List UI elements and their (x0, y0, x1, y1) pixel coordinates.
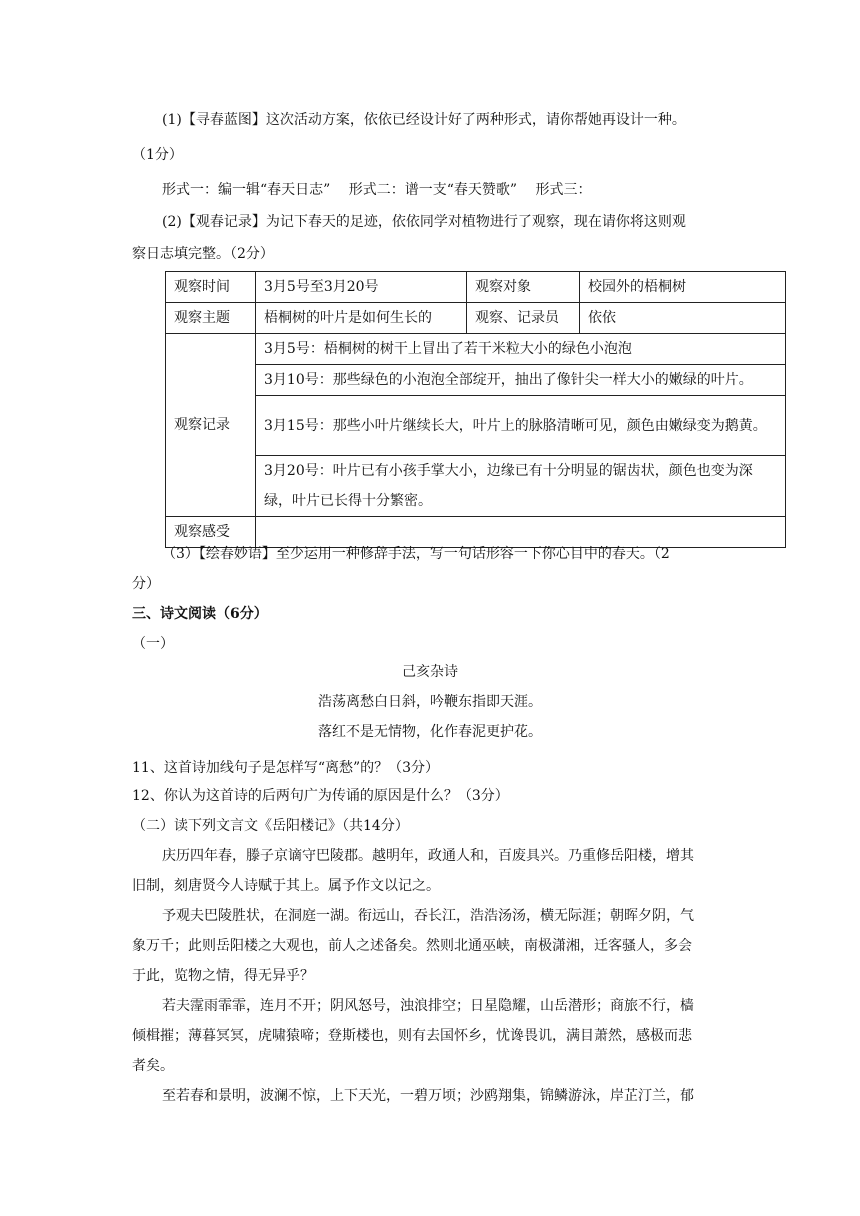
passage-line: 至若春和景明，波澜不惊，上下天光，一碧万顷；沙鸥翔集，锦鳞游泳，岸芷汀兰，郁 (162, 1088, 694, 1104)
observation-time-label: 观察时间 (166, 272, 256, 303)
observation-time-value: 3月5号至3月20号 (256, 272, 467, 303)
observation-feeling-label: 观察感受 (166, 517, 256, 548)
poem-title: 己亥杂诗 (402, 664, 458, 680)
section-heading: 三、诗文阅读（6分） (132, 606, 268, 622)
passage-line: 倾楫摧；薄暮冥冥，虎啸猿啼；登斯楼也，则有去国怀乡，忧谗畏讥，满目萧然，感极而悲 (132, 1028, 692, 1044)
table-row (166, 517, 786, 548)
observation-record-entry: 3月15号：那些小叶片继续长大，叶片上的脉胳清晰可见，颜色由嫩绿变为鹅黄。 (256, 396, 786, 456)
table-row (166, 396, 786, 456)
table-row (166, 272, 786, 303)
subsection-1-label: （一） (132, 636, 174, 652)
question-1-line-1: (1)【寻春蓝图】这次活动方案，依依已经设计好了两种形式，请你帮她再设计一种。 (162, 112, 686, 128)
observation-table (165, 271, 786, 548)
poem-line-1: 浩荡离愁白日斜，吟鞭东指即天涯。 (318, 694, 542, 710)
observation-record-entry: 3月5号：梧桐树的树干上冒出了若干米粒大小的绿色小泡泡 (256, 334, 786, 365)
question-12: 12、你认为这首诗的后两句广为传诵的原因是什么？（3分） (132, 788, 509, 804)
observation-theme-label: 观察主题 (166, 303, 256, 334)
table-row (166, 456, 786, 517)
passage-line: 庆历四年春，滕子京谪守巴陵郡。越明年，政通人和，百废具兴。乃重修岳阳楼，增其 (162, 848, 694, 864)
observation-records-label: 观察记录 (166, 334, 256, 517)
observation-recorder-label: 观察、记录员 (467, 303, 580, 334)
passage-line: 旧制，刻唐贤今人诗赋于其上。属予作文以记之。 (132, 878, 440, 894)
observation-record-entry: 3月10号：那些绿色的小泡泡全部绽开，抽出了像针尖一样大小的嫩绿的叶片。 (256, 365, 786, 396)
passage-line: 于此，览物之情，得无异乎？ (132, 968, 314, 984)
observation-theme-value: 梧桐树的叶片是如何生长的 (256, 303, 467, 334)
subsection-2-label: （二）读下列文言文《岳阳楼记》（共14分） (132, 818, 409, 834)
question-3-line-1: （3）【绘春妙语】至少运用一种修辞手法，写一句话形容一下你心目中的春天。（2 (162, 546, 670, 562)
question-11: 11、这首诗加线句子是怎样写“离愁”的？（3分） (132, 760, 440, 776)
observation-recorder-value: 依依 (580, 303, 786, 334)
observation-object-label: 观察对象 (467, 272, 580, 303)
passage-line: 若夫霪雨霏霏，连月不开；阴风怒号，浊浪排空；日星隐耀，山岳潜形；商旅不行，樯 (162, 998, 694, 1014)
observation-feeling-value[interactable] (256, 517, 786, 548)
poem-line-2: 落红不是无情物，化作春泥更护花。 (318, 724, 542, 740)
table-row (166, 365, 786, 396)
question-2-line-2: 察日志填完整。（2分） (132, 246, 274, 262)
passage-line: 予观夫巴陵胜状，在洞庭一湖。衔远山，吞长江，浩浩汤汤，横无际涯；朝晖夕阴，气 (162, 908, 694, 924)
passage-line: 象万千；此则岳阳楼之大观也，前人之述备矣。然则北通巫峡，南极潇湘，迁客骚人，多会 (132, 938, 692, 954)
table-row (166, 334, 786, 365)
question-1-line-2: （1分） (132, 147, 183, 163)
observation-record-entry: 3月20号：叶片已有小孩手掌大小，边缘已有十分明显的锯齿状，颜色也变为深绿，叶片已长得十分繁密。 (256, 456, 786, 517)
forms-line: 形式一：编一辑“春天日志” 形式二：谱一支“春天赞歌” 形式三： (162, 182, 592, 198)
table-row (166, 303, 786, 334)
question-2-line-1: (2)【观春记录】为记下春天的足迹，依依同学对植物进行了观察，现在请你将这则观 (162, 214, 686, 230)
passage-line: 者矣。 (132, 1058, 174, 1074)
question-3-line-2: 分） (132, 576, 160, 592)
observation-object-value: 校园外的梧桐树 (580, 272, 786, 303)
